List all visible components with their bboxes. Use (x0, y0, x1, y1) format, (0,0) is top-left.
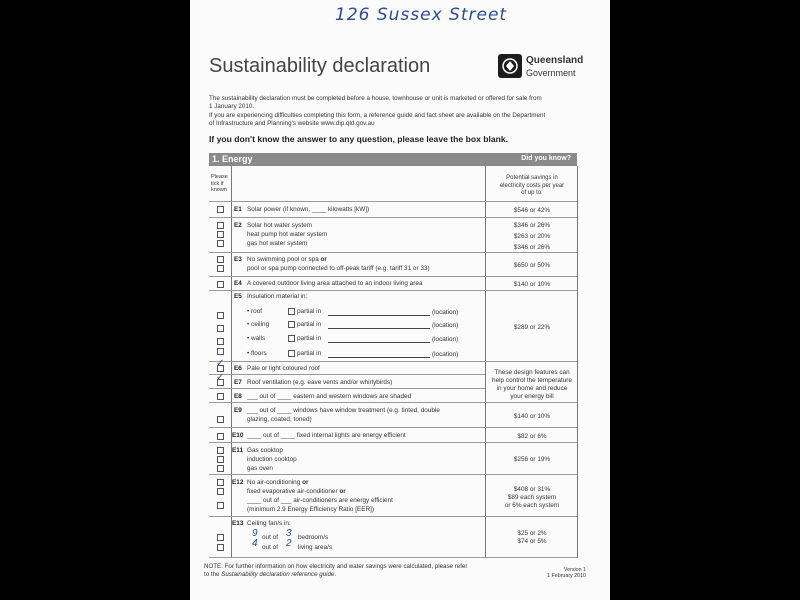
row-divider (209, 402, 577, 403)
item-code: E9 (234, 407, 242, 414)
item-text: ___ out of ____ windows have window treatment (e.g. tinted, double (247, 407, 440, 414)
item-text: glazing, coated, toned) (247, 416, 312, 423)
e5-roof-checkbox[interactable] (217, 312, 224, 319)
location-input[interactable] (328, 315, 430, 316)
row-divider (209, 427, 577, 428)
saving-value: $140 or 10% (513, 281, 551, 288)
item-text: ____ out of ___ air-conditioners are energy efficient (247, 497, 393, 504)
item-text: gas hot water system (247, 240, 308, 247)
e4-checkbox[interactable] (217, 281, 224, 288)
item-text: No air-conditioning or (247, 479, 309, 486)
insulation-part: • floors (247, 350, 267, 357)
row-divider (209, 252, 577, 253)
e12-no-aircon-checkbox[interactable] (217, 479, 224, 486)
handwritten-living-fans: 4 (252, 538, 258, 549)
item-text: bedroom/s (298, 534, 329, 541)
saving-value: $140 or 10% (513, 413, 551, 420)
partial-label: partial in (297, 350, 322, 357)
row-divider (209, 361, 577, 362)
item-code: E1 (234, 206, 242, 213)
item-text: Insulation material in: (247, 293, 308, 300)
location-label: (location) (432, 351, 459, 358)
item-text: pool or spa pump connected to off-peak tariff (e.g. tariff 31 or 33) (247, 265, 430, 272)
intro-line: The sustainability declaration must be completed before a house, townhouse or unit is marketed or offered for sale from (209, 95, 542, 102)
item-text: ___ out of ____ eastern and western windows are shaded (247, 393, 412, 400)
intro-line: 1 January 2010. (209, 103, 255, 110)
handwritten-tick-icon: ✓ (216, 358, 225, 369)
e13-living-checkbox[interactable] (217, 544, 224, 551)
location-label: (location) (432, 309, 459, 316)
row-divider (209, 374, 485, 375)
row-divider (209, 474, 577, 475)
saving-value: $256 or 19% (513, 456, 551, 463)
item-code: E3 (234, 256, 242, 263)
handwritten-living-total: 2 (286, 538, 292, 549)
item-text: heat pump hot water system (247, 231, 328, 238)
e9-checkbox[interactable] (217, 416, 224, 423)
e5-roof-partial-checkbox[interactable] (288, 308, 295, 315)
row-divider (209, 557, 577, 558)
insulation-part: • walls (247, 335, 266, 342)
row-divider (209, 442, 577, 443)
item-code: E5 (234, 293, 242, 300)
e2-gas-checkbox[interactable] (217, 240, 224, 247)
handwritten-address: 126 Sussex Street (335, 5, 508, 25)
item-code: E11 (232, 447, 244, 454)
location-label: (location) (432, 336, 459, 343)
item-code: E4 (234, 280, 242, 287)
row-divider (209, 516, 577, 517)
e2-solar-checkbox[interactable] (217, 222, 224, 229)
row-divider (209, 201, 577, 202)
item-text: Pale or light coloured roof (247, 365, 320, 372)
e10-checkbox[interactable] (217, 433, 224, 440)
item-text: Solar hot water system (247, 222, 312, 229)
intro-line: If you are experiencing difficulties completing this form, a reference guide and fact sheet are available on the Department (209, 112, 546, 119)
item-code: E8 (234, 393, 242, 400)
saving-value: $74 or 5% (517, 538, 547, 545)
saving-value: $346 or 26% (513, 244, 551, 251)
item-code: E10 (232, 432, 244, 439)
e5-walls-checkbox[interactable] (217, 338, 224, 345)
logo-line-2: Government (526, 68, 576, 78)
saving-value: $289 or 22% (513, 324, 551, 331)
saving-value: $25 or 2% (517, 530, 547, 537)
handwritten-tick-icon: ✓ (216, 372, 225, 383)
e11-induction-checkbox[interactable] (217, 456, 224, 463)
item-text: Gas cooktop (247, 447, 283, 454)
saving-value: $89 each system (507, 494, 557, 501)
saving-value: or 6% each system (504, 502, 560, 509)
form-page (190, 0, 610, 600)
e5-walls-partial-checkbox[interactable] (288, 335, 295, 342)
item-text: Solar power (if known, ____ kilowatts [kW]) (247, 206, 370, 213)
item-text: Ceiling fan/s in: (247, 520, 291, 527)
item-code: E13 (232, 520, 244, 527)
e13-bedroom-checkbox[interactable] (217, 534, 224, 541)
page-title: Sustainability declaration (209, 55, 431, 77)
row-divider (209, 388, 485, 389)
please-tick-label: Please tick if known (211, 174, 228, 193)
item-code: E6 (234, 365, 242, 372)
logo-line-1: Queensland (526, 55, 584, 66)
saving-value: $82 or 6% (517, 433, 547, 440)
partial-label: partial in (297, 321, 322, 328)
e11-gas-oven-checkbox[interactable] (217, 465, 224, 472)
column-divider (485, 166, 486, 558)
insulation-part: • roof (247, 308, 263, 315)
e3-no-pool-checkbox[interactable] (217, 256, 224, 263)
item-text: fixed evaporative air-conditioner or (247, 488, 346, 495)
footnote: NOTE: For further information on how electricity and water savings were calculated, please refer to the Sustainability declaration reference guide. (204, 563, 468, 578)
section-header (209, 153, 577, 166)
partial-label: partial in (297, 335, 322, 342)
saving-value: $546 or 42% (513, 207, 551, 214)
item-text: out of (262, 544, 278, 551)
location-input[interactable] (328, 342, 430, 343)
e5-floors-checkbox[interactable] (217, 348, 224, 355)
row-divider (209, 217, 577, 218)
insulation-part: • ceiling (247, 321, 270, 328)
e2-heat-pump-checkbox[interactable] (217, 231, 224, 238)
instruction-warning: If you don't know the answer to any question, please leave the box blank. (209, 134, 509, 144)
location-input[interactable] (328, 328, 430, 329)
government-logo (498, 52, 598, 84)
item-text: gas oven (247, 465, 273, 472)
saving-value: $263 or 20% (513, 233, 551, 240)
item-code: E7 (234, 379, 242, 386)
queensland-crest-icon (498, 54, 522, 78)
saving-value: $408 or 31% (513, 486, 551, 493)
e12-efficient-aircon-checkbox[interactable] (217, 502, 224, 509)
item-text: out of (262, 534, 278, 541)
e1-checkbox[interactable] (217, 206, 224, 213)
saving-value: $346 or 26% (513, 222, 551, 229)
handwritten-bedroom-total: 3 (286, 528, 292, 539)
e5-ceiling-partial-checkbox[interactable] (288, 321, 295, 328)
location-input[interactable] (328, 357, 430, 358)
item-text: induction cooktop (247, 456, 297, 463)
partial-label: partial in (297, 308, 322, 315)
row-divider (209, 290, 577, 291)
location-label: (location) (432, 322, 459, 329)
e11-gas-cooktop-checkbox[interactable] (217, 447, 224, 454)
e3-pool-pump-checkbox[interactable] (217, 265, 224, 272)
e8-checkbox[interactable] (217, 393, 224, 400)
e12-evaporative-checkbox[interactable] (217, 488, 224, 495)
design-features-note: These design features can help control the temperature in your home and reduce your energy bill (492, 369, 572, 400)
item-code: E12 (232, 479, 244, 486)
item-text: living area/s (298, 544, 333, 551)
row-divider (209, 276, 577, 277)
section-title: 1. Energy (212, 154, 253, 164)
item-text: Roof ventilation (e.g. eave vents and/or whirlybirds) (247, 379, 393, 386)
saving-value: $650 or 50% (513, 262, 551, 269)
item-text: ____ out of ____ fixed internal lights are energy efficient (247, 432, 406, 439)
did-you-know-label: Did you know? (521, 155, 571, 162)
item-text: (minimum 2.9 Energy Efficiency Ratio [EER]) (247, 506, 375, 513)
column-divider (577, 166, 578, 558)
intro-line: of Infrastructure and Planning's website www.dip.qld.gov.au (209, 120, 375, 127)
potential-savings-label: Potential savings in electricity costs per year of up to: (499, 175, 565, 196)
item-text: A covered outdoor living area attached to an indoor living area (247, 280, 423, 287)
version-info: Version 1 1 February 2010 (547, 567, 586, 580)
item-text: No swimming pool or spa or (247, 256, 327, 263)
handwritten-bedroom-fans: 9 (252, 528, 258, 539)
e5-floors-partial-checkbox[interactable] (288, 350, 295, 357)
e5-ceiling-checkbox[interactable] (217, 325, 224, 332)
item-code: E2 (234, 222, 242, 229)
column-divider (231, 166, 232, 558)
